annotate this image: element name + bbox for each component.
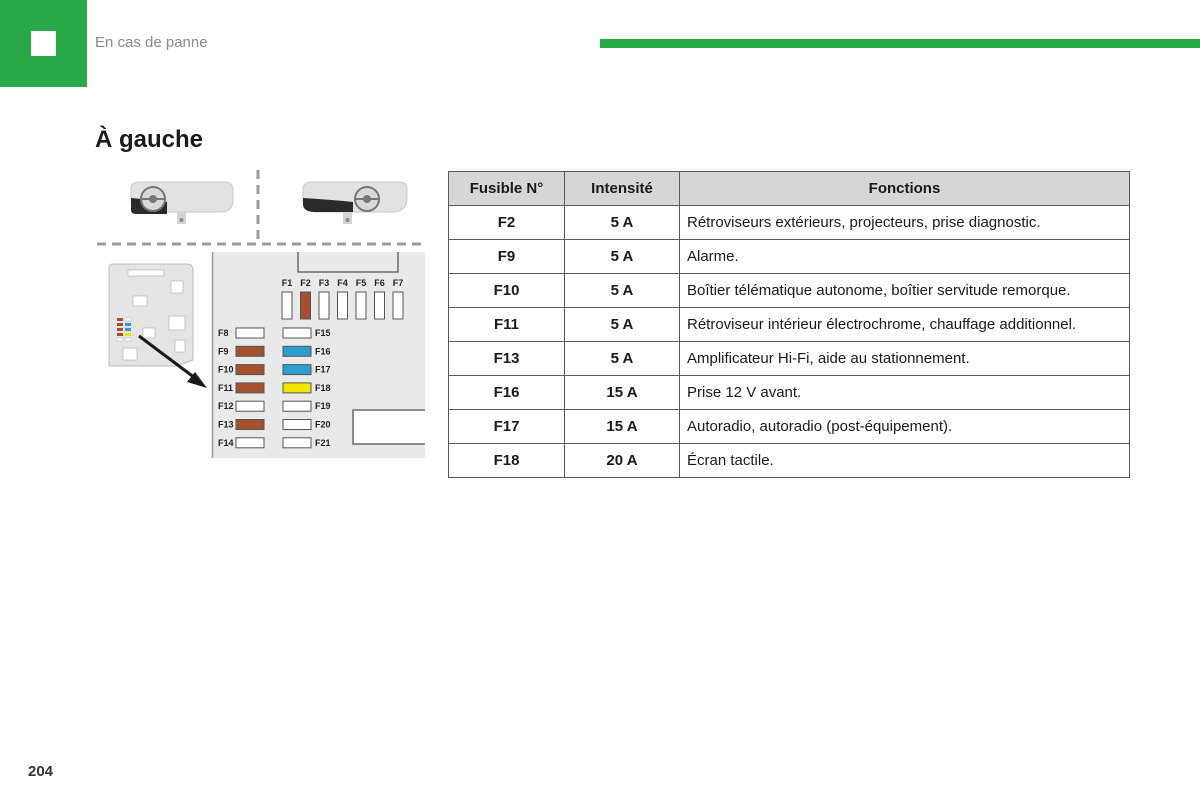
fuse-number: F18	[449, 444, 565, 478]
fuse-f6	[375, 292, 385, 319]
fuse-functions: Autoradio, autoradio (post-équipement).	[680, 410, 1130, 444]
fuse-label: F5	[355, 278, 367, 288]
fuse-f13	[236, 420, 264, 430]
fuse-f17	[283, 365, 311, 375]
fuse-number: F13	[449, 342, 565, 376]
table-row	[449, 206, 1130, 240]
fuse-label: F17	[315, 364, 331, 375]
table-row	[449, 376, 1130, 410]
fuse-f21	[283, 438, 311, 448]
fuse-label: F6	[374, 278, 385, 288]
header-rule	[600, 39, 1200, 48]
fuse-label: F7	[392, 278, 404, 288]
chapter-tab	[0, 0, 87, 87]
fuse-functions: Écran tactile.	[680, 444, 1130, 478]
fuse-label: F14	[218, 437, 234, 448]
fuse-current: 5 A	[565, 274, 680, 308]
fuse-functions: Boîtier télématique autonome, boîtier servitude remorque.	[680, 274, 1130, 308]
fuse-f7	[393, 292, 403, 319]
table-row	[449, 444, 1130, 478]
fuse-box-diagram	[95, 168, 425, 463]
fuse-label: F19	[315, 401, 331, 412]
fuse-current: 20 A	[565, 444, 680, 478]
fuse-f11	[236, 383, 264, 393]
fuse-functions: Rétroviseur intérieur électrochrome, chauffage additionnel.	[680, 308, 1130, 342]
fuse-f19	[283, 401, 311, 411]
fuse-f12	[236, 401, 264, 411]
chapter-tab-square	[31, 31, 56, 56]
fuse-label: F8	[218, 328, 229, 338]
fuse-number: F16	[449, 376, 565, 410]
fuse-f18	[283, 383, 311, 393]
fuse-label: F16	[315, 346, 331, 357]
fuse-label: F9	[218, 346, 229, 357]
fuse-f1	[282, 292, 292, 319]
fuse-functions: Amplificateur Hi-Fi, aide au stationnement.	[680, 342, 1130, 376]
fuse-f16	[283, 346, 311, 356]
fuse-f14	[236, 438, 264, 448]
fuse-label: F13	[218, 419, 234, 430]
fuse-f15	[283, 328, 311, 338]
fuse-label: F12	[218, 401, 234, 412]
fuse-functions: Alarme.	[680, 240, 1130, 274]
fuse-label: F21	[315, 437, 331, 448]
fuse-label: F11	[218, 382, 234, 393]
fuse-current: 5 A	[565, 308, 680, 342]
fuse-number: F17	[449, 410, 565, 444]
fuse-label: F15	[315, 328, 331, 338]
fuse-f8	[236, 328, 264, 338]
fuse-label: F2	[300, 278, 311, 288]
fuse-current: 5 A	[565, 342, 680, 376]
fuse-box-overview	[109, 264, 193, 366]
fuse-number: F9	[449, 240, 565, 274]
fuse-label: F1	[281, 278, 293, 288]
table-row	[449, 240, 1130, 274]
table-row	[449, 308, 1130, 342]
fuse-label: F20	[315, 419, 331, 430]
section-label: En cas de panne	[95, 34, 208, 51]
left-hand-drive-dashboard-icon	[131, 182, 233, 224]
fuse-number: F11	[449, 308, 565, 342]
fuse-label: F10	[218, 364, 234, 375]
fuse-f20	[283, 420, 311, 430]
fuse-table	[448, 171, 1130, 478]
fuse-label: F4	[337, 278, 348, 288]
fuse-label: F3	[318, 278, 330, 288]
fuse-f4	[338, 292, 348, 319]
fuse-functions: Rétroviseurs extérieurs, projecteurs, prise diagnostic.	[680, 206, 1130, 240]
page-number: 204	[28, 763, 54, 780]
fuse-current: 5 A	[565, 240, 680, 274]
page-title: À gauche	[95, 126, 204, 153]
fuse-label: F18	[315, 382, 331, 393]
table-row	[449, 342, 1130, 376]
table-row	[449, 410, 1130, 444]
right-hand-drive-dashboard-icon	[303, 182, 407, 224]
fuse-current: 5 A	[565, 206, 680, 240]
fuse-number: F10	[449, 274, 565, 308]
fuse-f9	[236, 346, 264, 356]
table-header-row	[449, 172, 1130, 206]
header-current: Intensité	[565, 172, 680, 206]
fuse-f2	[301, 292, 311, 319]
header-fuse-number: Fusible N°	[449, 172, 565, 206]
header-functions: Fonctions	[680, 172, 1130, 206]
fuse-current: 15 A	[565, 410, 680, 444]
fuse-f10	[236, 365, 264, 375]
fuse-f3	[319, 292, 329, 319]
fuse-f5	[356, 292, 366, 319]
fuse-number: F2	[449, 206, 565, 240]
fuse-current: 15 A	[565, 376, 680, 410]
table-row	[449, 274, 1130, 308]
fuse-functions: Prise 12 V avant.	[680, 376, 1130, 410]
